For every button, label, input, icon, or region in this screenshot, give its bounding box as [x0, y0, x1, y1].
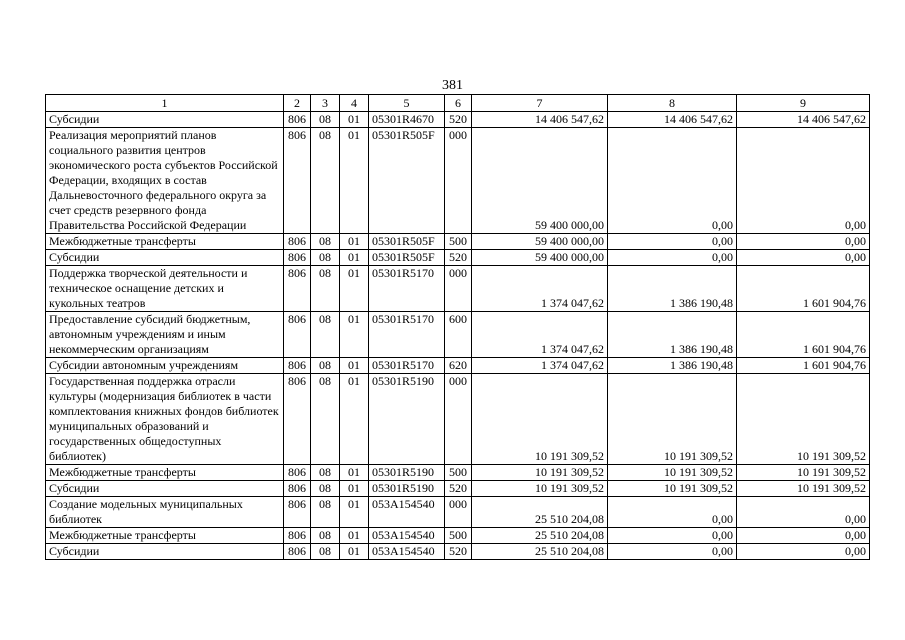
amount-col8: 10 191 309,52: [608, 481, 737, 497]
code-target: 05301R505F: [369, 234, 445, 250]
code-section: 08: [311, 128, 340, 234]
table-row: [46, 250, 870, 266]
table-row: [46, 234, 870, 250]
code-section: 08: [311, 358, 340, 374]
amount-col8: 14 406 547,62: [608, 112, 737, 128]
code-type: 000: [445, 128, 472, 234]
row-name: Государственная поддержка отрасли культуры (модернизация библиотек в части комплектования книжных фондов библиотек муниципальных образований и государственных общедоступных библиотек): [46, 374, 284, 465]
code-target: 05301R5170: [369, 266, 445, 312]
amount-col9: 14 406 547,62: [737, 112, 870, 128]
table-row: [46, 465, 870, 481]
code-subsection: 01: [340, 112, 369, 128]
amount-col9: 0,00: [737, 528, 870, 544]
code-section: 08: [311, 312, 340, 358]
code-ministry: 806: [284, 481, 311, 497]
amount-col8: 0,00: [608, 544, 737, 560]
code-section: 08: [311, 481, 340, 497]
amount-col8: 0,00: [608, 128, 737, 234]
header-cell: 6: [445, 95, 472, 112]
code-subsection: 01: [340, 128, 369, 234]
code-type: 000: [445, 497, 472, 528]
code-target: 05301R5190: [369, 465, 445, 481]
header-cell: 4: [340, 95, 369, 112]
code-subsection: 01: [340, 481, 369, 497]
code-section: 08: [311, 465, 340, 481]
code-subsection: 01: [340, 528, 369, 544]
table-row: [46, 497, 870, 528]
amount-col8: 0,00: [608, 234, 737, 250]
code-type: 500: [445, 465, 472, 481]
code-type: 620: [445, 358, 472, 374]
code-section: 08: [311, 528, 340, 544]
row-name: Субсидии: [46, 250, 284, 266]
code-subsection: 01: [340, 497, 369, 528]
code-type: 520: [445, 544, 472, 560]
amount-col8: 0,00: [608, 250, 737, 266]
table-row: [46, 544, 870, 560]
amount-col9: 10 191 309,52: [737, 465, 870, 481]
amount-col8: 1 386 190,48: [608, 266, 737, 312]
code-ministry: 806: [284, 528, 311, 544]
amount-col8: 10 191 309,52: [608, 374, 737, 465]
code-ministry: 806: [284, 358, 311, 374]
row-name: Субсидии автономным учреждениям: [46, 358, 284, 374]
code-subsection: 01: [340, 266, 369, 312]
code-type: 600: [445, 312, 472, 358]
code-section: 08: [311, 112, 340, 128]
code-ministry: 806: [284, 544, 311, 560]
header-cell: 2: [284, 95, 311, 112]
amount-col8: 0,00: [608, 528, 737, 544]
table-row: [46, 112, 870, 128]
amount-col9: 1 601 904,76: [737, 266, 870, 312]
header-cell: 8: [608, 95, 737, 112]
row-name: Субсидии: [46, 481, 284, 497]
table-row: [46, 528, 870, 544]
code-subsection: 01: [340, 544, 369, 560]
code-type: 000: [445, 266, 472, 312]
amount-col7: 25 510 204,08: [472, 528, 608, 544]
code-subsection: 01: [340, 465, 369, 481]
code-subsection: 01: [340, 374, 369, 465]
code-ministry: 806: [284, 266, 311, 312]
table-row: [46, 128, 870, 234]
code-type: 520: [445, 250, 472, 266]
code-section: 08: [311, 234, 340, 250]
code-ministry: 806: [284, 312, 311, 358]
amount-col9: 1 601 904,76: [737, 312, 870, 358]
code-target: 053A154540: [369, 497, 445, 528]
amount-col8: 0,00: [608, 497, 737, 528]
table-row: [46, 312, 870, 358]
table-row: [46, 358, 870, 374]
amount-col7: 1 374 047,62: [472, 358, 608, 374]
amount-col8: 1 386 190,48: [608, 358, 737, 374]
code-ministry: 806: [284, 374, 311, 465]
code-ministry: 806: [284, 112, 311, 128]
row-name: Поддержка творческой деятельности и техническое оснащение детских и кукольных театров: [46, 266, 284, 312]
code-subsection: 01: [340, 234, 369, 250]
code-type: 500: [445, 528, 472, 544]
amount-col7: 59 400 000,00: [472, 234, 608, 250]
amount-col7: 10 191 309,52: [472, 374, 608, 465]
amount-col9: 10 191 309,52: [737, 374, 870, 465]
header-cell: 3: [311, 95, 340, 112]
code-type: 500: [445, 234, 472, 250]
row-name: Субсидии: [46, 112, 284, 128]
code-subsection: 01: [340, 312, 369, 358]
budget-table: [45, 94, 870, 560]
amount-col9: 0,00: [737, 128, 870, 234]
code-target: 05301R4670: [369, 112, 445, 128]
code-target: 053A154540: [369, 528, 445, 544]
amount-col8: 1 386 190,48: [608, 312, 737, 358]
amount-col9: 10 191 309,52: [737, 481, 870, 497]
row-name: Субсидии: [46, 544, 284, 560]
code-section: 08: [311, 497, 340, 528]
code-subsection: 01: [340, 250, 369, 266]
code-target: 05301R5190: [369, 374, 445, 465]
row-name: Предоставление субсидий бюджетным, автономным учреждениям и иным некоммерческим организациям: [46, 312, 284, 358]
table-row: [46, 266, 870, 312]
code-ministry: 806: [284, 465, 311, 481]
amount-col9: 0,00: [737, 250, 870, 266]
amount-col7: 10 191 309,52: [472, 465, 608, 481]
amount-col7: 14 406 547,62: [472, 112, 608, 128]
code-ministry: 806: [284, 128, 311, 234]
header-cell: 1: [46, 95, 284, 112]
row-name: Межбюджетные трансферты: [46, 234, 284, 250]
code-target: 05301R5170: [369, 358, 445, 374]
row-name: Межбюджетные трансферты: [46, 465, 284, 481]
table-row: [46, 481, 870, 497]
amount-col7: 10 191 309,52: [472, 481, 608, 497]
header-cell: 7: [472, 95, 608, 112]
code-target: 05301R5190: [369, 481, 445, 497]
code-ministry: 806: [284, 250, 311, 266]
amount-col8: 10 191 309,52: [608, 465, 737, 481]
code-section: 08: [311, 544, 340, 560]
header-cell: 5: [369, 95, 445, 112]
code-type: 520: [445, 481, 472, 497]
amount-col7: 25 510 204,08: [472, 497, 608, 528]
code-subsection: 01: [340, 358, 369, 374]
header-cell: 9: [737, 95, 870, 112]
row-name: Создание модельных муниципальных библиотек: [46, 497, 284, 528]
code-section: 08: [311, 266, 340, 312]
code-target: 05301R5170: [369, 312, 445, 358]
code-target: 053A154540: [369, 544, 445, 560]
page-number: 381: [442, 78, 463, 93]
row-name: Межбюджетные трансферты: [46, 528, 284, 544]
code-target: 05301R505F: [369, 250, 445, 266]
amount-col9: 0,00: [737, 497, 870, 528]
table-row: [46, 374, 870, 465]
header-row: [46, 95, 870, 112]
code-ministry: 806: [284, 497, 311, 528]
code-target: 05301R505F: [369, 128, 445, 234]
code-ministry: 806: [284, 234, 311, 250]
amount-col9: 1 601 904,76: [737, 358, 870, 374]
code-section: 08: [311, 250, 340, 266]
amount-col7: 59 400 000,00: [472, 250, 608, 266]
code-section: 08: [311, 374, 340, 465]
amount-col9: 0,00: [737, 544, 870, 560]
code-type: 520: [445, 112, 472, 128]
code-type: 000: [445, 374, 472, 465]
amount-col7: 1 374 047,62: [472, 266, 608, 312]
amount-col9: 0,00: [737, 234, 870, 250]
amount-col7: 25 510 204,08: [472, 544, 608, 560]
amount-col7: 1 374 047,62: [472, 312, 608, 358]
row-name: Реализация мероприятий планов социального развития центров экономического роста субъектов Российской Федерации, входящих в состав Дальневосточного федерального округа за счет средств резервного фонда Правительства Российской Федерации: [46, 128, 284, 234]
amount-col7: 59 400 000,00: [472, 128, 608, 234]
